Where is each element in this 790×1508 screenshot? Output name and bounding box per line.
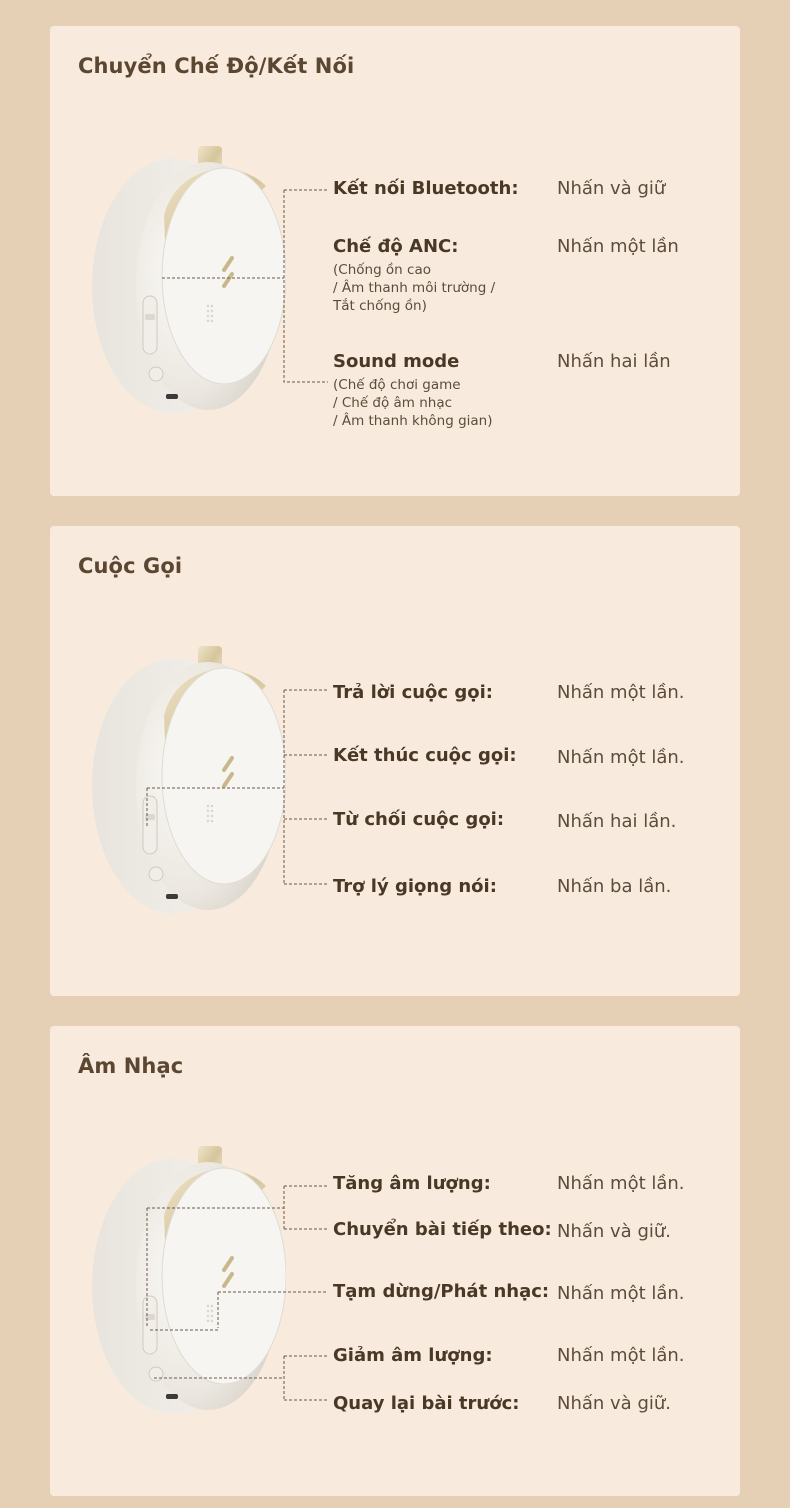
function-detail: (Chế độ chơi game: [333, 377, 461, 393]
function-label: Quay lại bài trước:: [333, 1393, 520, 1414]
function-label: Chuyển bài tiếp theo:: [333, 1219, 552, 1240]
function-label: Kết thúc cuộc gọi:: [333, 745, 517, 766]
function-label: Kết nối Bluetooth:: [333, 178, 519, 199]
action-label: Nhấn một lần.: [557, 682, 685, 703]
function-label: Sound mode: [333, 351, 460, 372]
function-detail: Tắt chống ồn): [333, 298, 427, 314]
mode-connection-card: [50, 26, 740, 496]
headphone-illustration: [86, 1146, 286, 1421]
card-title: Cuộc Gọi: [78, 554, 183, 578]
function-label: Trợ lý giọng nói:: [333, 876, 497, 897]
function-label: Từ chối cuộc gọi:: [333, 809, 505, 830]
function-label: Giảm âm lượng:: [333, 1345, 493, 1366]
function-detail: (Chống ồn cao: [333, 262, 431, 278]
action-label: Nhấn và giữ.: [557, 1221, 671, 1242]
function-detail: / Âm thanh môi trường /: [333, 280, 496, 296]
action-label: Nhấn hai lần.: [557, 811, 677, 832]
headphone-illustration: [86, 146, 286, 421]
action-label: Nhấn một lần.: [557, 1173, 685, 1194]
function-label: Tăng âm lượng:: [333, 1173, 491, 1194]
function-detail: / Âm thanh không gian): [333, 413, 493, 429]
action-label: Nhấn một lần: [557, 236, 679, 257]
action-label: Nhấn hai lần: [557, 351, 671, 372]
music-card: [50, 1026, 740, 1496]
action-label: Nhấn và giữ.: [557, 1393, 671, 1414]
function-label: Trả lời cuộc gọi:: [333, 682, 493, 703]
action-label: Nhấn một lần.: [557, 1283, 685, 1304]
function-label: Tạm dừng/Phát nhạc:: [333, 1281, 550, 1302]
action-label: Nhấn ba lần.: [557, 876, 672, 897]
card-title: Chuyển Chế Độ/Kết Nối: [78, 54, 355, 78]
action-label: Nhấn và giữ: [557, 178, 666, 199]
action-label: Nhấn một lần.: [557, 747, 685, 768]
function-label: Chế độ ANC:: [333, 236, 459, 257]
calls-card: [50, 526, 740, 996]
card-title: Âm Nhạc: [78, 1054, 184, 1078]
action-label: Nhấn một lần.: [557, 1345, 685, 1366]
headphone-illustration: [86, 646, 286, 921]
function-detail: / Chế độ âm nhạc: [333, 395, 453, 411]
